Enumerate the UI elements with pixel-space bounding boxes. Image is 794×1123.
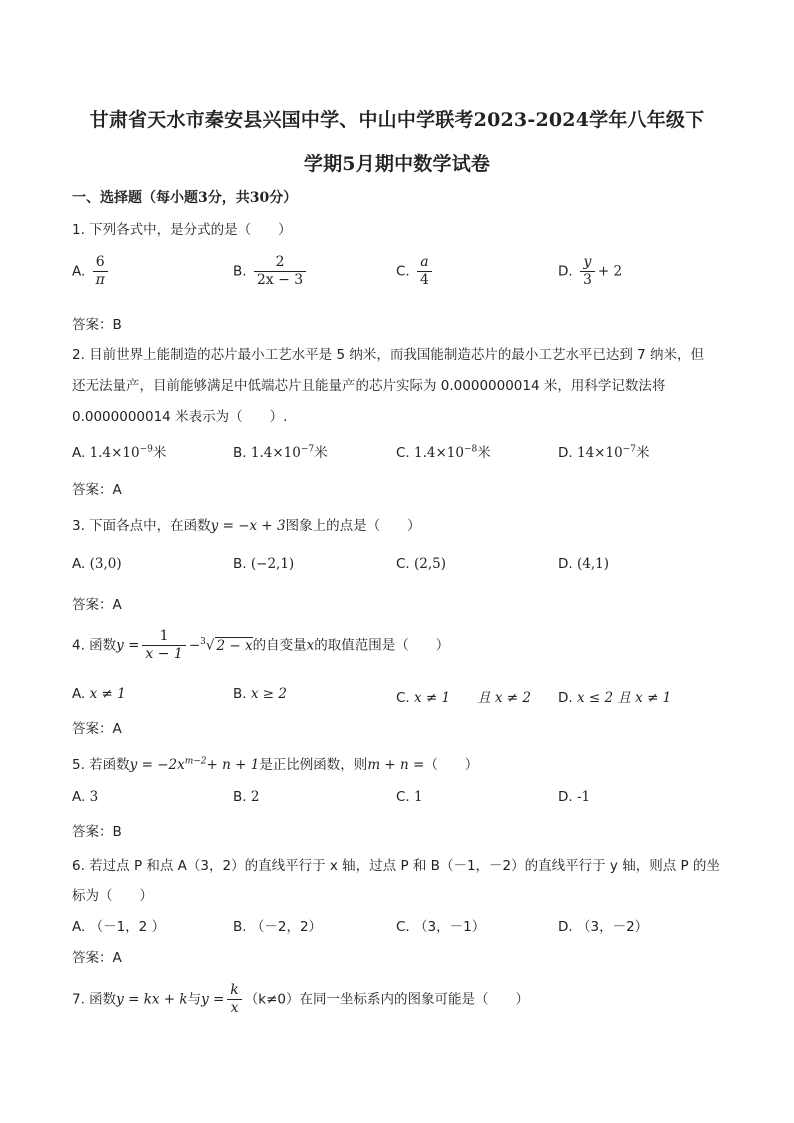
- document-title-line2: 学期5月期中数学试卷: [303, 153, 491, 175]
- q2-option-a: A. $1.4\times 10^{-9}$米: [72, 444, 167, 461]
- q6-option-b: B. （－2，2）: [233, 919, 323, 935]
- q3-answer: 答案：A: [72, 597, 122, 613]
- q5-answer: 答案：B: [72, 824, 122, 840]
- q6-option-d: D. （3，－2）: [558, 919, 649, 935]
- q6-option-c: C. （3，－1）: [396, 919, 486, 935]
- document-title-line1: 甘肃省天水市秦安县兴国中学、中山中学联考2023-2024学年八年级下: [89, 109, 705, 131]
- q2-stem-line2: 还无法量产，目前能够满足中低端芯片且能量产的芯片实际为 0.0000000014 米，用科学记数法将: [72, 378, 666, 394]
- q5-option-c: C. 1: [396, 789, 423, 805]
- q1-option-a: A. $\frac{6}{\pi}$: [72, 254, 111, 289]
- q2-stem-line3: 0.0000000014 米表示为（ ）.: [72, 409, 288, 425]
- q2-stem-line1: 2. 目前世界上能制造的芯片最小工艺水平是 5 纳米，而我国能制造芯片的最小工艺水平已达到 7 纳米，但: [72, 347, 705, 363]
- q2-option-c: C. $1.4\times 10^{-8}$米: [396, 444, 491, 461]
- q3-option-c: C. (2,5): [396, 556, 447, 572]
- q4-option-b: B. x ≥ 2: [233, 686, 287, 702]
- q6-option-a: A. （－1，2 ）: [72, 919, 166, 935]
- q3-stem: 3. 下面各点中，在函数y = −x + 3图象上的点是（ ）: [72, 518, 421, 534]
- q7-stem: 7. 函数y = kx + k与y = $\frac{k}{x}$ （k≠0）在同一坐标系内的图象可能是（ ）: [72, 982, 529, 1016]
- q1-option-d: D. $\frac{y}{3}$ + 2: [558, 254, 623, 288]
- section-heading: 一、选择题（每小题3分，共30分）: [72, 190, 298, 206]
- q5-option-b: B. 2: [233, 789, 260, 805]
- q4-option-d: D. x ≤ 2 且 x ≠ 1: [558, 690, 672, 706]
- q6-stem-line1: 6. 若过点 P 和点 A（3，2）的直线平行于 x 轴，过点 P 和 B（－1，－2）的直线平行于 y 轴，则点 P 的坐: [72, 858, 720, 874]
- q2-option-d: D. $14\times 10^{-7}$米: [558, 444, 650, 461]
- q2-option-b: B. $1.4\times 10^{-7}$米: [233, 444, 328, 461]
- q3-option-d: D. (4,1): [558, 556, 609, 572]
- q6-stem-line2: 标为（ ）: [72, 888, 153, 904]
- q1-stem: 1. 下列各式中，是分式的是（ ）: [72, 222, 292, 238]
- q6-answer: 答案：A: [72, 950, 122, 966]
- q5-option-a: A. 3: [72, 789, 99, 805]
- q4-stem: 4. 函数y = $\frac{1}{x - 1}$ −$^3$√ 2 − x的自变量x的取值范围是（ ）: [72, 628, 450, 662]
- q5-option-d: D. -1: [558, 789, 591, 805]
- q1-answer: 答案：B: [72, 317, 122, 333]
- q1-option-c: C. $\frac{a}{4}$: [396, 254, 435, 289]
- q3-option-a: A. (3,0): [72, 556, 122, 572]
- q3-option-b: B. (−2,1): [233, 556, 295, 572]
- q1-option-b: B. $\frac{2}{2x - 3}$: [233, 254, 309, 289]
- q4-option-a: A. x ≠ 1: [72, 686, 126, 702]
- q5-stem: 5. 若函数$y = -2x^{m-2}+ n + 1$是正比例函数，则m + n =（ ）: [72, 756, 479, 773]
- q4-option-c: C. x ≠ 1 且 x ≠ 2: [396, 690, 532, 706]
- q2-answer: 答案：A: [72, 482, 122, 498]
- q4-answer: 答案：A: [72, 721, 122, 737]
